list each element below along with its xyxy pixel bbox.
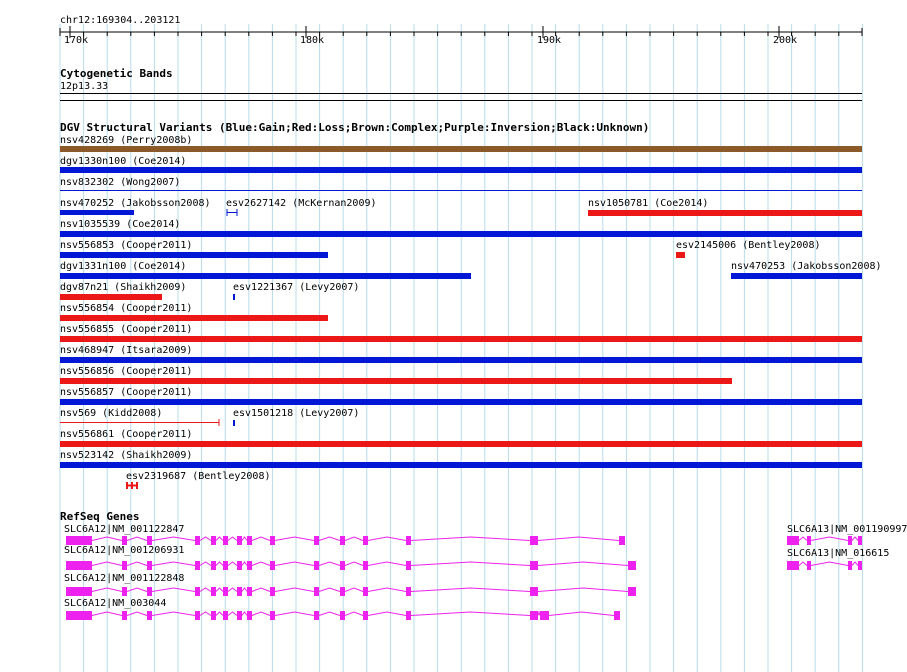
intron-line [368,588,406,592]
intron-line [216,612,223,616]
exon-block [147,587,152,596]
feature-label[interactable]: dgv1330n100 (Coe2014) [60,156,187,167]
exon-block [363,611,368,620]
intron-line [411,612,530,616]
exon-block [858,561,862,570]
refseq-track-title: RefSeq Genes [60,510,140,523]
exon-block [628,587,636,596]
intron-line [852,537,858,541]
intron-line [200,588,211,592]
gene-label[interactable]: SLC6A12|NM_001206931 [64,545,185,556]
exon-block [247,587,252,596]
loss-variant-bar[interactable] [676,252,685,258]
dgv-track-title: DGV Structural Variants (Blue:Gain;Red:Loss;Brown:Complex;Purple:Inversion;Black:Unknown) [60,121,650,134]
intron-line [368,612,406,616]
tick-label-170k: 170k [64,35,89,46]
intron-line [228,612,237,616]
intron-line [538,588,628,592]
cytoband-track-title: Cytogenetic Bands [60,67,173,80]
intron-line [252,612,270,616]
exon-block [66,587,92,596]
intron-line [228,588,237,592]
gain-variant-bar[interactable] [60,252,328,258]
exon-block [530,611,538,620]
exon-block [807,536,811,545]
intron-line [549,612,614,616]
feature-label[interactable]: nsv1035539 (Coe2014) [60,219,181,230]
feature-label[interactable]: nsv556857 (Cooper2011) [60,387,193,398]
exon-block [807,561,811,570]
exon-block [195,587,200,596]
intron-line [345,588,363,592]
exon-block [223,587,228,596]
exon-block [314,587,319,596]
gene-model[interactable] [0,610,890,621]
exon-block [858,536,862,545]
exon-block [211,611,216,620]
feature-label[interactable]: nsv556855 (Cooper2011) [60,324,193,335]
exon-block [122,587,127,596]
intron-line [252,588,270,592]
tick-label-190k: 190k [537,35,562,46]
intron-line [92,612,122,616]
intron-line [216,588,223,592]
cytoband-line-bottom [60,100,862,101]
intron-line [127,612,147,616]
exon-block [223,611,228,620]
feature-label[interactable]: dgv1331n100 (Coe2014) [60,261,187,272]
feature-label[interactable]: esv2145006 (Bentley2008) [676,240,821,251]
tick-label-180k: 180k [300,35,325,46]
feature-label[interactable]: esv1221367 (Levy2007) [233,282,360,293]
exon-block [340,611,345,620]
gene-model[interactable] [0,586,890,597]
intron-line [411,588,530,592]
gene-label[interactable]: SLC6A12|NM_001122847 [64,524,185,535]
loss-variant-bar[interactable] [588,210,862,216]
intron-line [799,562,807,566]
intron-line [242,588,247,592]
gene-label[interactable]: SLC6A12|NM_001122848 [64,573,185,584]
ruler [0,24,890,48]
feature-label[interactable]: esv1501218 (Levy2007) [233,408,360,419]
loss-variant-bar[interactable] [60,441,862,447]
intron-line [852,562,858,566]
loss-variant-marker[interactable] [126,482,139,489]
cytoband-label: 12p13.33 [60,81,109,92]
intron-line [799,537,807,541]
loss-variant-bar[interactable] [60,294,162,300]
feature-label[interactable]: nsv556856 (Cooper2011) [60,366,193,377]
feature-label[interactable]: dgv87n21 (Shaikh2009) [60,282,187,293]
exon-block [848,536,852,545]
intron-line [345,612,363,616]
gain-variant-bar[interactable] [60,167,862,173]
intron-line [275,588,314,592]
exon-block [237,611,242,620]
feature-label[interactable]: nsv470253 (Jakobsson2008) [731,261,882,272]
intron-line [811,562,848,566]
intron-line [200,612,211,616]
intron-line [152,588,195,592]
feature-label[interactable]: nsv556854 (Cooper2011) [60,303,193,314]
gain-variant-marker[interactable] [226,209,240,216]
feature-label[interactable]: nsv1050781 (Coe2014) [588,198,709,209]
loss-variant-bar[interactable] [60,315,328,321]
exon-block [406,611,411,620]
intron-line [811,537,848,541]
gain-variant-bar[interactable] [233,420,235,426]
feature-label[interactable]: esv2319687 (Bentley2008) [126,471,271,482]
exon-block [787,561,799,570]
feature-label[interactable]: nsv556853 (Cooper2011) [60,240,193,251]
exon-block [247,611,252,620]
intron-line [152,612,195,616]
intron-line [127,588,147,592]
loss-variant-bar[interactable] [60,336,862,342]
exon-block [66,611,92,620]
intron-line [92,588,122,592]
exon-block [314,611,319,620]
exon-block [406,587,411,596]
feature-label[interactable]: nsv569 (Kidd2008) [60,408,163,419]
gene-model[interactable] [0,535,890,546]
exon-block [363,587,368,596]
exon-block [340,587,345,596]
exon-block [787,536,799,545]
gene-label[interactable]: SLC6A12|NM_003044 [64,598,167,609]
exon-block [211,587,216,596]
feature-label[interactable]: esv2627142 (McKernan2009) [226,198,377,209]
gene-label[interactable]: SLC6A13|NM_001190997 [787,524,907,535]
loss-variant-line[interactable] [60,419,224,426]
exon-block [147,611,152,620]
intron-line [538,612,540,616]
exon-block [614,611,620,620]
exon-block [270,611,275,620]
gain-variant-bar[interactable] [233,294,235,300]
gain-variant-bar[interactable] [60,399,862,405]
exon-block [848,561,852,570]
feature-label[interactable]: nsv556861 (Cooper2011) [60,429,193,440]
feature-label[interactable]: nsv428269 (Perry2008b) [60,135,193,146]
exon-block [530,587,538,596]
exon-block [540,611,549,620]
feature-label[interactable]: nsv832302 (Wong2007) [60,177,181,188]
complex-variant-bar[interactable] [60,146,862,152]
intron-line [242,612,247,616]
gene-label[interactable]: SLC6A13|NM_016615 [787,548,890,559]
exon-block [122,611,127,620]
exon-block [270,587,275,596]
loss-variant-bar[interactable] [60,378,732,384]
gain-variant-bar[interactable] [60,357,862,363]
gain-variant-bar[interactable] [60,273,471,279]
cytoband-line-top [60,93,862,94]
tick-label-200k: 200k [773,35,798,46]
intron-line [319,588,340,592]
gene-model[interactable] [0,560,890,571]
intron-line [275,612,314,616]
feature-label[interactable]: nsv468947 (Itsara2009) [60,345,193,356]
gain-variant-bar[interactable] [60,462,862,468]
gain-variant-bar[interactable] [731,273,862,279]
exon-block [195,611,200,620]
gain-variant-bar[interactable] [60,231,862,237]
region-label: chr12:169304..203121 [60,15,181,26]
feature-label[interactable]: nsv523142 (Shaikh2009) [60,450,193,461]
feature-label[interactable]: nsv470252 (Jakobsson2008) [60,198,211,209]
exon-block [237,587,242,596]
gain-variant-bar[interactable] [60,210,134,215]
gain-variant-line[interactable] [60,190,862,191]
intron-line [319,612,340,616]
